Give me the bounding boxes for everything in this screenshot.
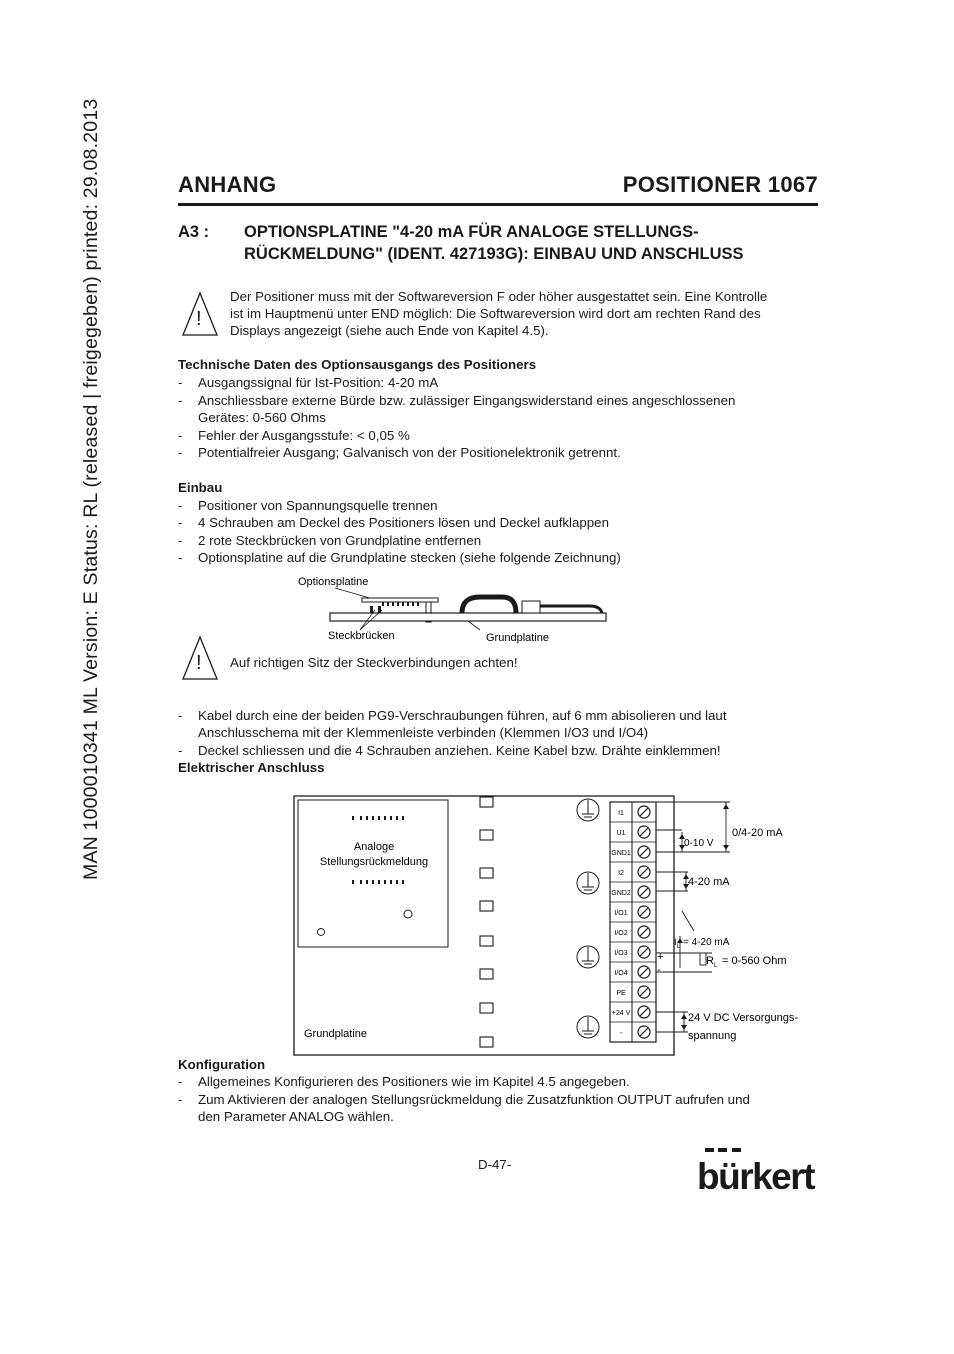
elektrisch-heading: Elektrischer Anschluss bbox=[178, 760, 325, 775]
label-24v-1: 24 V DC Versorgungs- bbox=[688, 1012, 799, 1024]
terminal-label: I/O3 bbox=[614, 950, 628, 957]
terminal-label: PE bbox=[616, 990, 626, 997]
label-4-20ma: 4-20 mA bbox=[688, 876, 730, 888]
section-title-line2: RÜCKMELDUNG" (IDENT. 427193G): EINBAU UND ANSCHLUSS bbox=[244, 245, 744, 263]
label-il-value: = 4-20 mA bbox=[683, 937, 730, 948]
terminal-label: GND1 bbox=[611, 850, 631, 857]
logo-text: bürkert bbox=[697, 1156, 814, 1192]
terminal-label: GND2 bbox=[611, 890, 631, 897]
label-grundplatine: Grundplatine bbox=[486, 632, 549, 644]
grundplatine-label: Grundplatine bbox=[304, 1028, 367, 1040]
board-assembly-figure bbox=[290, 570, 620, 650]
konfig-heading: Konfiguration bbox=[178, 1057, 266, 1072]
label-plus: + bbox=[657, 951, 664, 963]
warning1-line2: ist im Hauptmenü unter END möglich: Die Softwareversion wird dort am rechten Rand des bbox=[230, 306, 761, 321]
wiring-diagram bbox=[290, 790, 820, 1060]
analog-label-1: Analoge bbox=[353, 841, 395, 853]
label-rl-sub: L bbox=[714, 963, 718, 969]
terminal-label: +24 V bbox=[611, 1010, 631, 1017]
label-rl-value: = 0-560 Ohm bbox=[722, 955, 787, 967]
warning-exclamation: ! bbox=[196, 652, 202, 674]
analog-label-2: Stellungsrückmeldung bbox=[319, 856, 429, 868]
page-number: D-47- bbox=[478, 1157, 512, 1172]
label-rl: R bbox=[706, 955, 714, 967]
terminal-label: I/O4 bbox=[614, 970, 628, 977]
einbau-heading: Einbau bbox=[178, 480, 223, 495]
header-rule bbox=[178, 203, 818, 206]
terminal-label: U1 bbox=[616, 830, 626, 837]
terminal-label: I2 bbox=[618, 870, 624, 877]
warning2-text: Auf richtigen Sitz der Steckverbindungen achten! bbox=[230, 655, 518, 670]
label-24v-2: spannung bbox=[688, 1030, 737, 1042]
buerkert-logo bbox=[696, 1146, 818, 1192]
label-minus: - bbox=[657, 964, 661, 976]
label-il: I bbox=[674, 937, 677, 947]
document-control-sidebar: MAN 1000010341 ML Version: E Status: RL (released | freigegeben) printed: 29.08.2013 bbox=[80, 98, 102, 880]
label-0-4-20ma: 0/4-20 mA bbox=[732, 827, 783, 839]
warning1-line1: Der Positioner muss mit der Softwareversion F oder höher ausgestattet sein. Eine Kontrolle bbox=[230, 289, 768, 304]
label-steckbruecken: Steckbrücken bbox=[328, 630, 395, 642]
terminal-label: I1 bbox=[618, 810, 624, 817]
label-optionsplatine: Optionsplatine bbox=[298, 576, 369, 588]
terminal-label: - bbox=[619, 1030, 623, 1037]
terminal-strip bbox=[610, 802, 656, 1042]
section-number: A3 : bbox=[178, 223, 210, 241]
warning1-line3: Displays angezeigt (siehe auch Ende von Kapitel 4.5). bbox=[230, 323, 549, 338]
terminal-label: I/O2 bbox=[614, 930, 628, 937]
warning-exclamation: ! bbox=[196, 308, 202, 330]
label-il-sub: L bbox=[677, 944, 681, 950]
terminal-label: I/O1 bbox=[614, 910, 628, 917]
tech-heading: Technische Daten des Optionsausgangs des Positioners bbox=[178, 357, 537, 372]
section-title-line1: OPTIONSPLATINE "4-20 mA FÜR ANALOGE STELLUNGS- bbox=[244, 223, 699, 241]
label-0-10v: 0-10 V bbox=[684, 838, 714, 849]
header-left: ANHANG bbox=[178, 172, 277, 197]
header-right: POSITIONER 1067 bbox=[622, 172, 818, 197]
